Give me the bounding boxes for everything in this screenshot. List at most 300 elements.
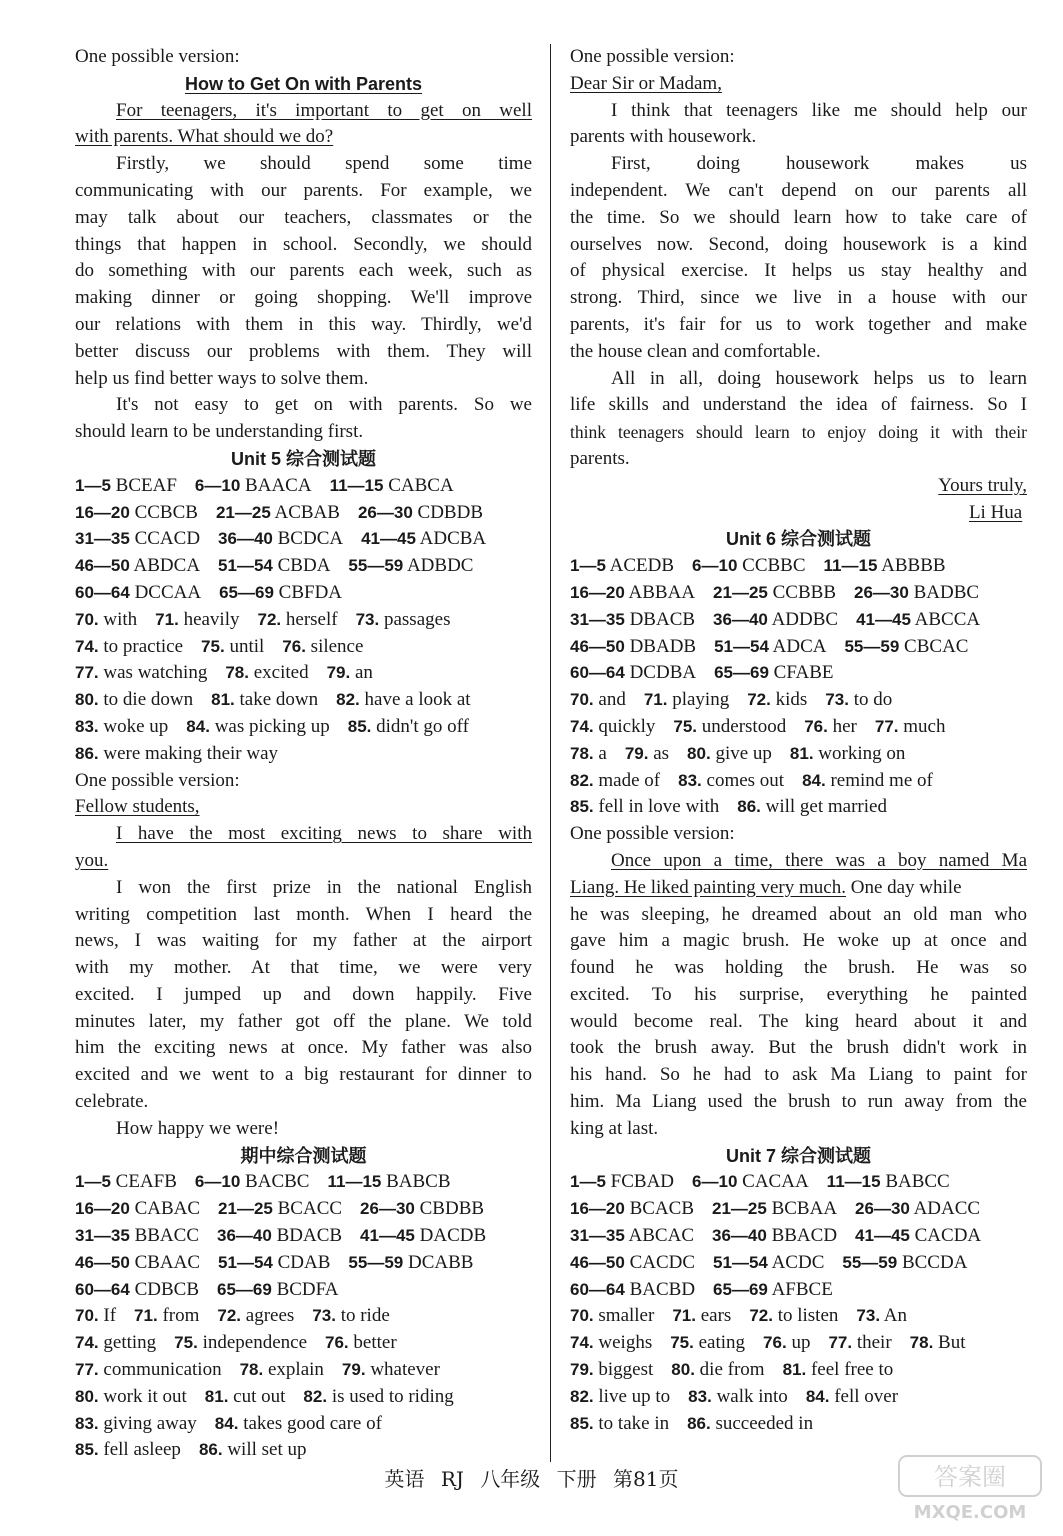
answer-text: die from bbox=[699, 1359, 765, 1381]
answer-group bbox=[854, 582, 979, 603]
answer-item bbox=[75, 716, 168, 737]
question-number: 86. bbox=[75, 743, 99, 763]
question-range: 60—64 bbox=[75, 1279, 130, 1299]
answer-row bbox=[570, 768, 1027, 795]
answer-group bbox=[75, 1279, 199, 1300]
question-range: 21—25 bbox=[218, 1199, 273, 1219]
answer-text: independence bbox=[202, 1332, 308, 1354]
question-range: 55—59 bbox=[348, 1252, 404, 1272]
question-range: 41—45 bbox=[855, 1226, 910, 1246]
answer-group bbox=[712, 1225, 837, 1246]
answer-item bbox=[342, 1359, 440, 1380]
answer-group bbox=[713, 582, 836, 603]
question-range: 55—59 bbox=[348, 556, 404, 576]
question-range: 51—54 bbox=[713, 1252, 768, 1272]
essay-line: Firstly, we should spend some time bbox=[116, 153, 532, 175]
answer-letters: ABCAC bbox=[628, 1225, 694, 1247]
question-range: 51—54 bbox=[218, 1252, 273, 1272]
answer-item bbox=[625, 743, 669, 764]
question-range: 41—45 bbox=[360, 1226, 415, 1246]
answer-group bbox=[75, 1171, 177, 1192]
answer-group bbox=[217, 1225, 342, 1246]
question-number: 74. bbox=[75, 1333, 99, 1353]
answer-block bbox=[570, 1169, 1027, 1303]
answer-letters: BCDFA bbox=[276, 1278, 339, 1300]
answer-group bbox=[195, 1171, 310, 1192]
question-number: 84. bbox=[805, 1386, 830, 1406]
letter-signature bbox=[570, 500, 1027, 527]
answer-text: an bbox=[354, 662, 373, 684]
question-number: 79. bbox=[341, 1360, 366, 1380]
question-number: 79. bbox=[624, 743, 649, 763]
essay-line: him. Ma Liang used the brush to run away from the bbox=[570, 1091, 1027, 1113]
answer-item bbox=[672, 1305, 731, 1326]
answer-letters: ABCCA bbox=[914, 608, 981, 630]
essay-line: found he was holding the brush. He was so bbox=[570, 957, 1027, 979]
question-number: 71. bbox=[672, 1306, 696, 1326]
answer-row bbox=[75, 580, 532, 607]
footer-volume: 下册 bbox=[556, 1467, 597, 1491]
footer-page-number: 第81页 bbox=[613, 1467, 679, 1491]
answer-text: working on bbox=[818, 742, 906, 764]
essay-line: should learn to be understanding first. bbox=[75, 421, 364, 443]
answer-letters: FCBAD bbox=[610, 1171, 675, 1193]
question-number: 78. bbox=[225, 663, 249, 683]
answer-text: remind me of bbox=[830, 769, 933, 791]
answer-item bbox=[828, 1332, 891, 1353]
question-range: 60—64 bbox=[570, 1279, 625, 1299]
essay-line: would become real. The king heard about it and bbox=[570, 1010, 1027, 1032]
question-number: 86. bbox=[198, 1440, 223, 1460]
answer-text: to die down bbox=[103, 689, 194, 711]
answer-letters: CCBBC bbox=[742, 555, 806, 577]
answer-group bbox=[348, 1252, 473, 1273]
question-number: 82. bbox=[336, 690, 360, 710]
answer-group bbox=[692, 555, 806, 576]
answer-block bbox=[75, 1303, 532, 1464]
answer-row bbox=[75, 607, 532, 634]
answer-row bbox=[75, 553, 532, 580]
answer-row bbox=[570, 794, 1027, 821]
answer-letters: ABDCA bbox=[133, 555, 201, 577]
question-number: 83. bbox=[678, 770, 702, 790]
answer-group bbox=[570, 555, 674, 576]
answer-block bbox=[75, 473, 532, 607]
answer-item bbox=[570, 1332, 652, 1353]
answer-item bbox=[75, 1359, 222, 1380]
underlined-text: Liang. He liked painting very much. bbox=[570, 876, 846, 898]
answer-text: getting bbox=[103, 1332, 157, 1354]
answer-text: comes out bbox=[706, 769, 785, 791]
letter-closing bbox=[570, 473, 1027, 500]
answer-group bbox=[713, 1252, 824, 1273]
answer-letters: CBCAC bbox=[904, 635, 969, 657]
answer-group bbox=[570, 609, 695, 630]
question-number: 78. bbox=[239, 1360, 264, 1380]
answer-text: excited bbox=[253, 662, 309, 684]
answer-group bbox=[712, 1198, 837, 1219]
answer-item bbox=[570, 743, 607, 764]
answer-text: silence bbox=[310, 635, 364, 657]
essay-line: independent. We can't depend on our parents all bbox=[570, 179, 1027, 201]
answer-letters: BCEAF bbox=[115, 474, 177, 496]
essay-line: may talk about our teachers, classmates or the bbox=[75, 206, 532, 228]
answer-row bbox=[570, 1223, 1027, 1250]
answer-item bbox=[336, 689, 470, 710]
answer-text: If bbox=[103, 1305, 117, 1327]
answer-item bbox=[303, 1386, 453, 1407]
question-number: 85. bbox=[75, 1440, 99, 1460]
version-intro: One possible version: bbox=[75, 769, 240, 791]
answer-text: as bbox=[653, 742, 670, 764]
question-range: 1—5 bbox=[75, 1172, 111, 1192]
question-number: 75. bbox=[201, 636, 225, 656]
answer-letters: ABBAA bbox=[628, 581, 696, 603]
answer-row bbox=[570, 1303, 1027, 1330]
answer-row bbox=[570, 687, 1027, 714]
answer-letters: ADCA bbox=[772, 635, 827, 657]
answer-letters: BCACC bbox=[277, 1198, 343, 1220]
answer-letters: CDBCB bbox=[134, 1278, 199, 1300]
answer-letters: CCACD bbox=[134, 528, 201, 550]
question-number: 72. bbox=[749, 1306, 773, 1326]
answer-text: passages bbox=[383, 608, 451, 630]
answer-text: biggest bbox=[598, 1359, 654, 1381]
question-number: 79. bbox=[570, 1360, 594, 1380]
essay-line: making dinner or going shopping. We'll improve bbox=[75, 287, 532, 309]
answer-item bbox=[671, 1359, 764, 1380]
question-number: 74. bbox=[570, 1333, 594, 1353]
answer-item bbox=[763, 1332, 810, 1353]
answer-letters: CBFDA bbox=[278, 581, 343, 603]
question-range: 55—59 bbox=[842, 1252, 898, 1272]
essay-line: with parents. What should we do? bbox=[75, 126, 334, 148]
answer-row bbox=[570, 580, 1027, 607]
answer-group bbox=[218, 528, 343, 549]
question-range: 16—20 bbox=[75, 502, 130, 522]
essay-line: Once upon a time, there was a boy named Ma bbox=[611, 849, 1027, 871]
question-range: 26—30 bbox=[357, 502, 413, 522]
answer-row bbox=[75, 500, 532, 527]
answer-letters: ADACC bbox=[913, 1198, 981, 1220]
answer-text: giving away bbox=[103, 1412, 197, 1434]
question-number: 84. bbox=[186, 716, 210, 736]
question-range: 65—69 bbox=[217, 1279, 272, 1299]
essay-line: of physical exercise. It helps us stay healthy and bbox=[570, 260, 1027, 282]
question-range: 16—20 bbox=[570, 582, 625, 602]
answer-text: from bbox=[162, 1305, 200, 1327]
answer-item bbox=[258, 609, 338, 630]
answer-text: until bbox=[229, 635, 265, 657]
question-number: 84. bbox=[802, 770, 826, 790]
answer-row bbox=[75, 1384, 532, 1411]
question-range: 1—5 bbox=[570, 556, 606, 576]
essay-line bbox=[570, 875, 1027, 902]
answer-group bbox=[216, 502, 340, 523]
answer-row bbox=[75, 634, 532, 661]
answer-text: to listen bbox=[777, 1305, 839, 1327]
question-range: 16—20 bbox=[75, 1199, 130, 1219]
answer-letters: ACBAB bbox=[274, 501, 340, 523]
answer-item bbox=[282, 636, 363, 657]
essay-line: gave him a magic brush. He woke up at once and bbox=[570, 930, 1027, 952]
answer-letters: DBACB bbox=[629, 608, 696, 630]
essay-line: excited. I jumped up and down happily. Five bbox=[75, 983, 532, 1005]
question-range: 55—59 bbox=[844, 636, 900, 656]
answer-item bbox=[570, 1413, 669, 1434]
answer-text: fell asleep bbox=[103, 1439, 181, 1461]
answer-letters: CDAB bbox=[277, 1251, 331, 1273]
essay-line: I won the first prize in the national English bbox=[116, 876, 532, 898]
answer-item bbox=[75, 689, 193, 710]
answer-group bbox=[75, 1252, 200, 1273]
answer-letters: BACBC bbox=[245, 1171, 310, 1193]
essay-line: strong. Third, since we live in a house with our bbox=[570, 287, 1027, 309]
left-column bbox=[75, 44, 532, 1464]
answer-text: much bbox=[903, 715, 946, 737]
answer-item bbox=[155, 609, 239, 630]
answer-text: smaller bbox=[598, 1305, 655, 1327]
version-intro: One possible version: bbox=[570, 823, 735, 845]
question-number: 81. bbox=[782, 1360, 807, 1380]
essay-line: It's not easy to get on with parents. So we bbox=[116, 394, 532, 416]
answer-item bbox=[134, 1305, 199, 1326]
question-number: 77. bbox=[828, 1333, 853, 1353]
answer-text: to ride bbox=[340, 1305, 390, 1327]
answer-item bbox=[670, 1332, 745, 1353]
answer-group bbox=[856, 609, 980, 630]
essay-line: his hand. So he had to ask Ma Liang to paint for bbox=[570, 1064, 1027, 1086]
question-number: 76. bbox=[804, 716, 828, 736]
answer-letters: BCDCA bbox=[277, 528, 344, 550]
essay-line: For teenagers, it's important to get on well bbox=[116, 99, 532, 121]
watermark-text: MXQE.COM bbox=[913, 1502, 1027, 1523]
answer-letters: BBACC bbox=[134, 1225, 199, 1247]
answer-text: and bbox=[598, 689, 626, 711]
answer-row bbox=[75, 526, 532, 553]
essay-line: he was sleeping, he dreamed about an old man who bbox=[570, 903, 1027, 925]
question-number: 84. bbox=[214, 1413, 239, 1433]
answer-group bbox=[570, 1252, 695, 1273]
answer-letters: CABAC bbox=[134, 1198, 201, 1220]
question-number: 70. bbox=[570, 1306, 594, 1326]
question-number: 86. bbox=[737, 797, 761, 817]
essay-line: with my mother. At that time, we were very bbox=[75, 957, 532, 979]
essay-title: How to Get On with Parents bbox=[184, 73, 422, 94]
answer-row bbox=[75, 1169, 532, 1196]
answer-letters: CBDBB bbox=[419, 1198, 485, 1220]
answer-group bbox=[75, 475, 177, 496]
answer-item bbox=[312, 1305, 389, 1326]
question-number: 81. bbox=[204, 1386, 229, 1406]
answer-text: ears bbox=[700, 1305, 732, 1327]
watermark-logo bbox=[895, 1452, 1045, 1524]
answer-letters: ACEDB bbox=[609, 555, 675, 577]
question-range: 65—69 bbox=[219, 582, 274, 602]
answer-row bbox=[75, 714, 532, 741]
answer-letters: CBDA bbox=[277, 555, 331, 577]
answer-text: kids bbox=[775, 689, 808, 711]
answer-item bbox=[570, 1305, 654, 1326]
answer-letters: DCABB bbox=[408, 1251, 474, 1273]
answer-item bbox=[215, 1413, 382, 1434]
answer-item bbox=[783, 1359, 894, 1380]
question-range: 1—5 bbox=[570, 1172, 606, 1192]
answer-group bbox=[75, 555, 200, 576]
question-number: 70. bbox=[570, 690, 594, 710]
answer-group bbox=[570, 1171, 674, 1192]
answer-group bbox=[824, 555, 946, 576]
essay-line: king at last. bbox=[570, 1117, 659, 1139]
answer-group bbox=[360, 1225, 486, 1246]
essay-line: excited. To his surprise, everything he painted bbox=[570, 983, 1027, 1005]
question-number: 70. bbox=[75, 609, 99, 629]
answer-item bbox=[174, 1332, 307, 1353]
answer-item bbox=[687, 1413, 813, 1434]
question-number: 72. bbox=[257, 609, 282, 629]
answer-item bbox=[75, 1305, 116, 1326]
answer-text: a bbox=[598, 742, 607, 764]
answer-text: will set up bbox=[227, 1439, 307, 1461]
question-number: 82. bbox=[303, 1386, 328, 1406]
answer-row bbox=[570, 1384, 1027, 1411]
question-range: 6—10 bbox=[194, 1172, 241, 1192]
question-range: 46—50 bbox=[570, 636, 625, 656]
answer-text: fell in love with bbox=[598, 796, 720, 818]
signature-name: Li Hua bbox=[968, 501, 1023, 523]
question-number: 85. bbox=[570, 797, 594, 817]
answer-item bbox=[199, 1439, 307, 1460]
answer-letters: BCACB bbox=[629, 1198, 694, 1220]
answer-row bbox=[75, 1277, 532, 1304]
essay-line: our relations with them in this way. Thirdly, we'd bbox=[75, 313, 532, 335]
answer-item bbox=[75, 662, 207, 683]
answer-block bbox=[570, 553, 1027, 687]
answer-text: feel free to bbox=[810, 1359, 894, 1381]
section-title: Unit 7 综合测试题 bbox=[725, 1145, 871, 1166]
answer-text: to do bbox=[853, 689, 893, 711]
question-number: 73. bbox=[825, 690, 849, 710]
section-title: Unit 5 综合测试题 bbox=[230, 448, 376, 469]
answer-block bbox=[75, 1169, 532, 1303]
answer-text: heavily bbox=[183, 608, 240, 630]
answer-row bbox=[570, 714, 1027, 741]
question-range: 65—69 bbox=[713, 1279, 768, 1299]
answer-row bbox=[570, 741, 1027, 768]
essay-line: parents with housework. bbox=[570, 126, 757, 148]
question-number: 83. bbox=[75, 716, 99, 736]
essay-line: life skills and understand the idea of fairness. So I bbox=[570, 394, 1027, 416]
answer-row bbox=[570, 553, 1027, 580]
answer-row bbox=[570, 1277, 1027, 1304]
column-divider bbox=[550, 44, 551, 1462]
question-range: 6—10 bbox=[692, 556, 738, 576]
answer-row bbox=[570, 1411, 1027, 1438]
essay-line: excited and we went to a big restaurant for dinner to bbox=[75, 1064, 532, 1086]
question-number: 80. bbox=[671, 1360, 695, 1380]
answer-text: An bbox=[883, 1305, 907, 1327]
question-number: 83. bbox=[688, 1386, 712, 1406]
answer-item bbox=[75, 636, 183, 657]
version-intro: One possible version: bbox=[570, 46, 735, 67]
question-number: 73. bbox=[355, 609, 380, 629]
answer-item bbox=[570, 1386, 670, 1407]
essay-line: parents. bbox=[570, 447, 630, 469]
answer-row bbox=[75, 1196, 532, 1223]
question-number: 78. bbox=[570, 743, 594, 763]
answer-group bbox=[218, 555, 330, 576]
answer-text: explain bbox=[267, 1359, 324, 1381]
answer-text: her bbox=[832, 715, 857, 737]
question-number: 75. bbox=[670, 1333, 694, 1353]
question-range: 6—10 bbox=[692, 1172, 738, 1192]
answer-item bbox=[240, 1359, 324, 1380]
answer-group bbox=[842, 1252, 967, 1273]
question-number: 71. bbox=[155, 609, 179, 629]
answer-item bbox=[205, 1386, 286, 1407]
answer-text: eating bbox=[698, 1332, 746, 1354]
answer-group bbox=[570, 1279, 695, 1300]
answer-item bbox=[75, 1332, 156, 1353]
question-number: 81. bbox=[211, 690, 235, 710]
question-number: 82. bbox=[570, 770, 594, 790]
answer-item bbox=[737, 796, 887, 817]
answer-row bbox=[75, 1223, 532, 1250]
answer-letters: BCBAA bbox=[771, 1198, 838, 1220]
answer-text: better bbox=[353, 1332, 397, 1354]
answer-group bbox=[827, 1171, 950, 1192]
question-range: 60—64 bbox=[570, 663, 625, 683]
question-range: 11—15 bbox=[823, 556, 878, 576]
question-range: 11—15 bbox=[826, 1172, 881, 1192]
answer-letters: CABCA bbox=[388, 474, 454, 496]
answer-row bbox=[75, 1437, 532, 1464]
question-number: 85. bbox=[570, 1413, 594, 1433]
question-range: 11—15 bbox=[327, 1172, 382, 1192]
answer-group bbox=[360, 1198, 484, 1219]
closing-text: Yours truly, bbox=[938, 474, 1027, 496]
answer-text: fell over bbox=[834, 1385, 899, 1407]
answer-letters: BAACA bbox=[245, 474, 312, 496]
answer-text: cut out bbox=[233, 1385, 286, 1407]
answer-group bbox=[714, 662, 833, 683]
question-range: 11—15 bbox=[329, 475, 384, 495]
question-range: 36—40 bbox=[713, 609, 768, 629]
essay-line: I think that teenagers like me should help our bbox=[611, 99, 1027, 121]
answer-row bbox=[570, 1196, 1027, 1223]
answer-letters: ADCBA bbox=[419, 528, 487, 550]
question-number: 80. bbox=[687, 743, 711, 763]
essay-line: the house clean and comfortable. bbox=[570, 340, 821, 362]
question-range: 31—35 bbox=[75, 529, 130, 549]
answer-text: herself bbox=[285, 608, 338, 630]
question-number: 85. bbox=[347, 716, 372, 736]
answer-item bbox=[201, 636, 264, 657]
answer-text: their bbox=[856, 1332, 892, 1354]
question-number: 76. bbox=[763, 1333, 787, 1353]
answer-text: quickly bbox=[598, 715, 656, 737]
answer-item bbox=[910, 1332, 966, 1353]
answer-text: live up to bbox=[598, 1385, 671, 1407]
answer-text: have a look at bbox=[364, 689, 471, 711]
answer-letters: BABCB bbox=[386, 1171, 451, 1193]
answer-item bbox=[644, 689, 729, 710]
answer-text: playing bbox=[672, 689, 730, 711]
answer-text: was watching bbox=[103, 662, 208, 684]
answer-row bbox=[570, 607, 1027, 634]
question-number: 72. bbox=[747, 690, 771, 710]
answer-text: to practice bbox=[103, 635, 184, 657]
